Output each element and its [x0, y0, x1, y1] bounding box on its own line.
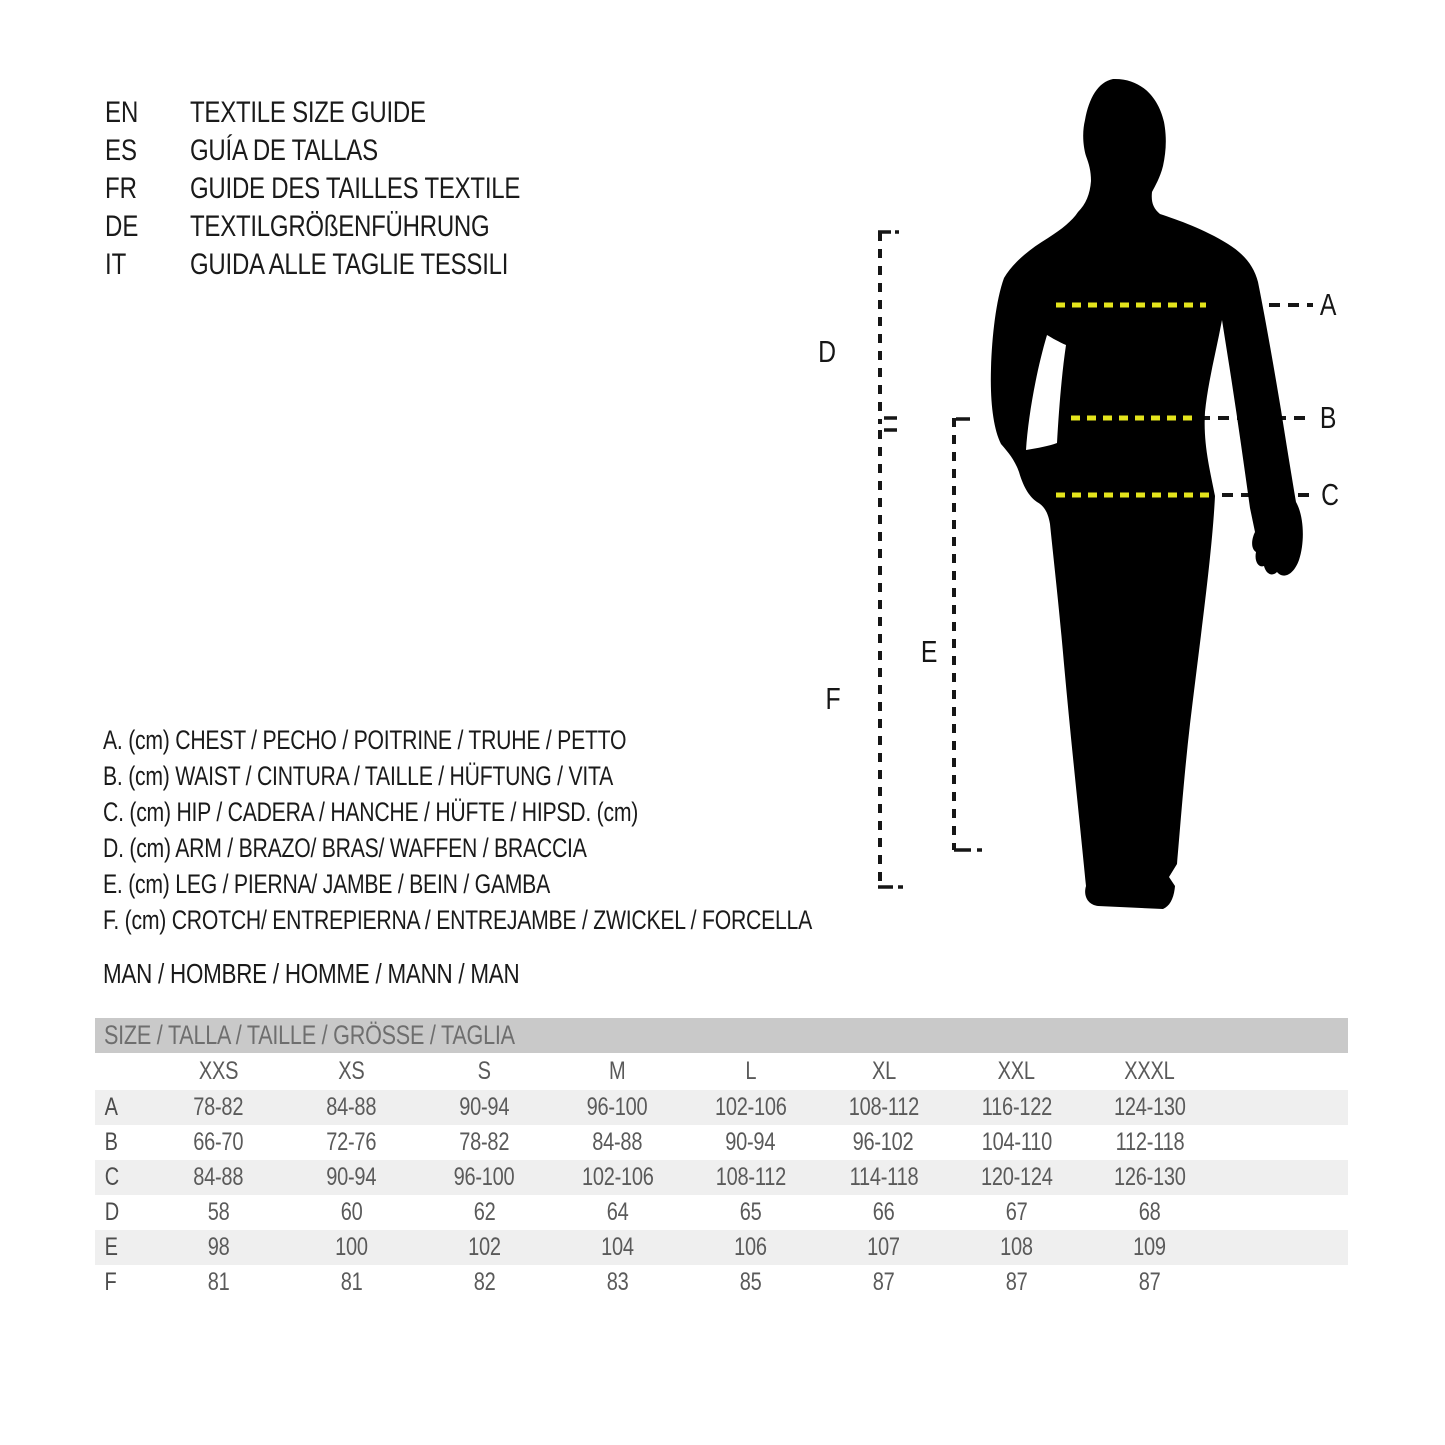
size-table-body — [95, 1090, 1348, 1300]
size-column-header-text: XL — [871, 1057, 896, 1085]
size-value-cell — [684, 1195, 817, 1230]
size-value-cell — [551, 1230, 684, 1265]
size-value-cell — [551, 1265, 684, 1300]
row-label-text: F — [104, 1268, 117, 1296]
size-table-row — [95, 1160, 1348, 1195]
size-value-cell — [152, 1090, 285, 1125]
legend-item-text: E. (cm) LEG / PIERNA/ JAMBE / BEIN / GAMBA — [103, 869, 550, 899]
size-table-corner-cell — [95, 1053, 152, 1090]
language-row — [105, 208, 603, 246]
size-value-text: 96-100 — [587, 1093, 648, 1121]
size-column-header-text: L — [745, 1057, 756, 1085]
size-value-cell — [950, 1265, 1083, 1300]
size-column-header-text: XXXL — [1124, 1057, 1175, 1085]
row-label-cell — [95, 1125, 152, 1160]
size-value-cell — [817, 1230, 950, 1265]
size-value-text: 84-88 — [326, 1093, 377, 1121]
size-value-text: 112-118 — [1115, 1128, 1184, 1156]
size-value-cell — [684, 1230, 817, 1265]
size-value-text: 84-88 — [193, 1163, 244, 1191]
size-value-text: 124-130 — [1113, 1093, 1186, 1121]
size-value-cell — [418, 1090, 551, 1125]
size-value-text: 58 — [207, 1198, 230, 1226]
size-value-text: 90-94 — [326, 1163, 377, 1191]
category-title-text: MAN / HOMBRE / HOMME / MANN / MAN — [103, 958, 520, 989]
size-value-text: 83 — [606, 1268, 629, 1296]
marker-waist-b — [1318, 400, 1338, 436]
size-column-header — [1083, 1053, 1216, 1090]
size-value-text: 126-130 — [1113, 1163, 1186, 1191]
man-silhouette — [991, 79, 1303, 909]
size-value-text: 104 — [601, 1233, 634, 1261]
size-value-text: 90-94 — [725, 1128, 776, 1156]
size-value-text: 107 — [867, 1233, 900, 1261]
category-title — [103, 956, 624, 992]
marker-label: D — [818, 334, 836, 369]
language-title: GUÍA DE TALLAS — [190, 134, 378, 167]
size-value-cell — [684, 1125, 817, 1160]
legend-item — [103, 830, 989, 866]
size-value-text: 64 — [606, 1198, 629, 1226]
size-value-text: 65 — [739, 1198, 762, 1226]
row-label-cell — [95, 1265, 152, 1300]
size-value-cell — [817, 1265, 950, 1300]
size-value-cell — [152, 1230, 285, 1265]
size-value-cell — [285, 1230, 418, 1265]
size-value-text: 72-76 — [326, 1128, 377, 1156]
size-value-text: 62 — [473, 1198, 496, 1226]
size-value-cell — [950, 1160, 1083, 1195]
row-label-cell — [95, 1160, 152, 1195]
size-table-column-headers — [95, 1053, 1348, 1090]
size-column-header-text: XS — [338, 1057, 365, 1085]
legend-item-text: F. (cm) CROTCH/ ENTREPIERNA / ENTREJAMBE / ZWICKEL / FORCELLA — [103, 905, 812, 935]
legend-item — [103, 758, 989, 794]
size-value-cell — [1083, 1160, 1216, 1195]
size-value-text: 100 — [335, 1233, 368, 1261]
row-label-text: A — [104, 1093, 118, 1121]
size-value-cell — [418, 1160, 551, 1195]
size-value-text: 78-82 — [193, 1093, 244, 1121]
language-title-list — [105, 94, 603, 284]
size-value-cell — [551, 1160, 684, 1195]
size-value-text: 108-112 — [848, 1093, 919, 1121]
marker-label: B — [1319, 400, 1337, 435]
row-label-text: C — [104, 1163, 119, 1191]
size-value-text: 104-110 — [981, 1128, 1052, 1156]
language-code: DE — [105, 210, 139, 243]
size-value-cell — [817, 1090, 950, 1125]
size-value-text: 102 — [468, 1233, 501, 1261]
size-table-header-text: SIZE / TALLA / TAILLE / GRÖSSE / TAGLIA — [104, 1020, 515, 1050]
size-column-header — [418, 1053, 551, 1090]
size-value-text: 78-82 — [459, 1128, 510, 1156]
size-value-text: 87 — [872, 1268, 895, 1296]
size-table — [95, 1018, 1348, 1300]
language-title: GUIDE DES TAILLES TEXTILE — [190, 172, 521, 205]
size-table-row — [95, 1265, 1348, 1300]
language-row — [105, 246, 603, 284]
marker-label: E — [920, 634, 938, 669]
legend-item — [103, 866, 989, 902]
marker-leg-e — [919, 634, 939, 670]
size-column-header-text: M — [609, 1057, 626, 1085]
marker-chest-a — [1318, 287, 1338, 323]
size-value-cell — [285, 1090, 418, 1125]
legend-item-text: A. (cm) CHEST / PECHO / POITRINE / TRUHE / PETTO — [103, 725, 627, 755]
size-value-cell — [285, 1265, 418, 1300]
size-value-cell — [285, 1125, 418, 1160]
size-value-text: 82 — [473, 1268, 496, 1296]
language-code: ES — [105, 134, 138, 167]
size-column-header-text: XXS — [198, 1057, 239, 1085]
size-table-row — [95, 1090, 1348, 1125]
language-code: FR — [105, 172, 137, 205]
size-value-cell — [1083, 1125, 1216, 1160]
measurement-legend — [103, 722, 989, 938]
row-label-cell — [95, 1090, 152, 1125]
size-column-header — [551, 1053, 684, 1090]
size-value-cell — [418, 1230, 551, 1265]
size-value-text: 60 — [340, 1198, 363, 1226]
size-column-header — [152, 1053, 285, 1090]
size-column-header — [684, 1053, 817, 1090]
legend-item — [103, 794, 989, 830]
language-code: EN — [105, 96, 139, 129]
row-label-cell — [95, 1230, 152, 1265]
size-value-text: 102-106 — [714, 1093, 787, 1121]
legend-item-text: B. (cm) WAIST / CINTURA / TAILLE / HÜFTUNG / VITA — [103, 761, 614, 791]
legend-item — [103, 722, 989, 758]
size-value-text: 66 — [872, 1198, 895, 1226]
size-value-text: 68 — [1138, 1198, 1161, 1226]
size-value-cell — [418, 1125, 551, 1160]
size-value-cell — [1083, 1090, 1216, 1125]
size-value-text: 67 — [1005, 1198, 1028, 1226]
size-table-row — [95, 1230, 1348, 1265]
language-code: IT — [105, 248, 127, 281]
size-value-cell — [285, 1160, 418, 1195]
size-value-cell — [1083, 1195, 1216, 1230]
size-value-text: 81 — [207, 1268, 230, 1296]
size-value-text: 85 — [739, 1268, 762, 1296]
size-table-row — [95, 1125, 1348, 1160]
size-column-header — [285, 1053, 418, 1090]
row-label-text: E — [104, 1233, 118, 1261]
size-column-header — [817, 1053, 950, 1090]
marker-label: A — [1319, 287, 1337, 322]
size-value-text: 96-102 — [853, 1128, 914, 1156]
size-column-header — [950, 1053, 1083, 1090]
size-value-text: 114-118 — [849, 1163, 918, 1191]
size-value-cell — [418, 1265, 551, 1300]
size-value-cell — [152, 1265, 285, 1300]
size-value-text: 66-70 — [193, 1128, 244, 1156]
size-value-cell — [551, 1090, 684, 1125]
language-row — [105, 94, 603, 132]
size-table-row — [95, 1195, 1348, 1230]
size-value-text: 98 — [207, 1233, 230, 1261]
language-row — [105, 132, 603, 170]
size-value-text: 116-122 — [981, 1093, 1052, 1121]
language-title: TEXTILGRÖßENFÜHRUNG — [190, 210, 490, 243]
legend-item — [103, 902, 989, 938]
size-value-text: 108-112 — [715, 1163, 786, 1191]
marker-label: C — [1321, 477, 1339, 512]
size-value-cell — [950, 1230, 1083, 1265]
size-value-cell — [684, 1265, 817, 1300]
size-column-header-text: S — [477, 1057, 492, 1085]
language-row — [105, 170, 603, 208]
size-value-text: 87 — [1005, 1268, 1028, 1296]
size-value-cell — [551, 1125, 684, 1160]
size-value-cell — [152, 1195, 285, 1230]
size-value-text: 102-106 — [581, 1163, 654, 1191]
marker-arm-d — [816, 334, 838, 370]
size-value-text: 87 — [1138, 1268, 1161, 1296]
size-value-cell — [950, 1125, 1083, 1160]
size-value-cell — [817, 1195, 950, 1230]
size-value-cell — [285, 1195, 418, 1230]
size-value-text: 120-124 — [980, 1163, 1053, 1191]
language-title: GUIDA ALLE TAGLIE TESSILI — [190, 248, 509, 281]
size-value-cell — [684, 1160, 817, 1195]
size-value-cell — [950, 1195, 1083, 1230]
row-label-text: D — [104, 1198, 119, 1226]
legend-item-text: C. (cm) HIP / CADERA / HANCHE / HÜFTE / HIPSD. (cm) — [103, 797, 639, 827]
size-value-cell — [418, 1195, 551, 1230]
size-value-cell — [817, 1125, 950, 1160]
marker-hip-c — [1319, 477, 1341, 513]
legend-item-text: D. (cm) ARM / BRAZO/ BRAS/ WAFFEN / BRACCIA — [103, 833, 587, 863]
size-value-text: 106 — [734, 1233, 767, 1261]
row-label-text: B — [104, 1128, 118, 1156]
row-label-cell — [95, 1195, 152, 1230]
size-value-cell — [817, 1160, 950, 1195]
size-table-header-band — [95, 1018, 1348, 1053]
size-value-text: 108 — [1000, 1233, 1033, 1261]
size-value-cell — [551, 1195, 684, 1230]
size-value-cell — [152, 1125, 285, 1160]
size-value-text: 109 — [1133, 1233, 1166, 1261]
size-value-text: 84-88 — [592, 1128, 643, 1156]
size-value-cell — [1083, 1265, 1216, 1300]
marker-label: F — [825, 681, 841, 716]
marker-crotch-f — [824, 681, 843, 717]
size-value-cell — [152, 1160, 285, 1195]
size-value-text: 90-94 — [459, 1093, 510, 1121]
size-value-cell — [684, 1090, 817, 1125]
size-value-cell — [1083, 1230, 1216, 1265]
size-column-header-text: XXL — [997, 1057, 1036, 1085]
size-value-text: 96-100 — [454, 1163, 515, 1191]
language-title: TEXTILE SIZE GUIDE — [190, 96, 426, 129]
size-value-cell — [950, 1090, 1083, 1125]
size-value-text: 81 — [340, 1268, 363, 1296]
